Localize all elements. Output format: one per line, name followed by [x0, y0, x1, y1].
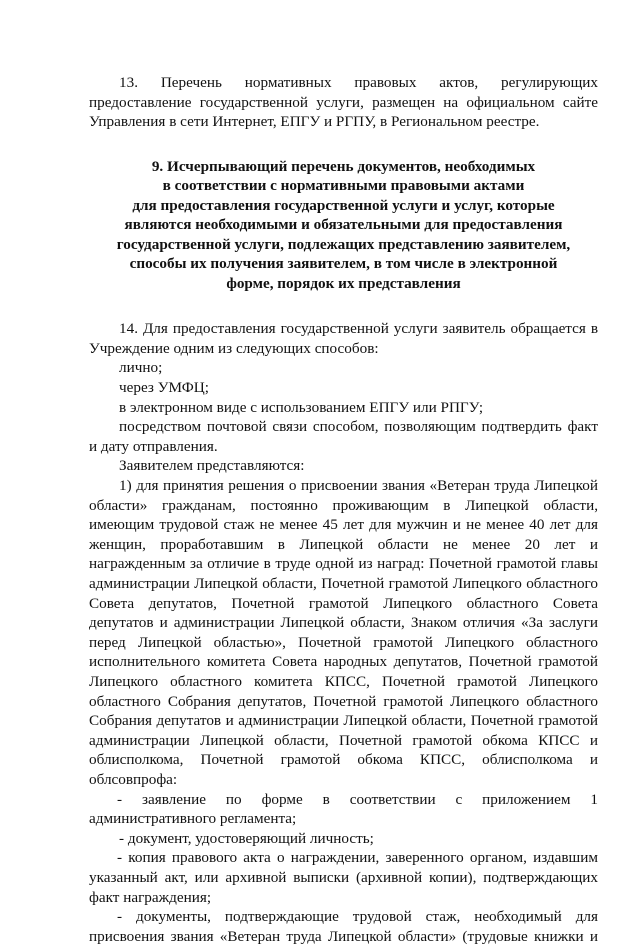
submission-way-electronic: в электронном виде с использованием ЕПГУ или РПГУ; [119, 398, 484, 416]
section-9-heading [89, 157, 598, 294]
applicants-intro: Заявителем представляются: [119, 457, 305, 475]
submission-way-mfc: через УМФЦ; [119, 379, 209, 397]
heading-line: 9. Исчерпывающий перечень документов, необходимых [151, 157, 536, 175]
item-1-veteran-title: 1) для принятия решения о присвоении звания «Ветеран труда Липецкой области» гражданам, постоянно проживающим в Липецкой области, имеющим трудовой стаж не менее 45 лет для мужчин и не менее 40 лет для женщин, проработавшим в Липецкой области не менее 20 лет и награжденным за отличие в труде одной из наград: Почетной грамотой главы администрации Липецкой области, Почетной грамотой Липецкого областного Совета депутатов, Почетной грамотой Липецкого областного Совета депутатов и администрации Липецкой области, Знаком отличия «За заслуги перед Липецкой областью», Почетной грамотой Липецкого областного исполнительного комитета Совета народных депутатов, Почетной грамотой Липецкого областного комитета КПСС, Почетной грамотой Липецкого областного Собрания депутатов, Почетной грамотой Липецкого областного Собрания депутатов и администрации Липецкой области, Почетной грамотой администрации Липецкой области, Почетной грамотой обкома КПСС и облисполкома, Почетной грамотой обкома КПСС, облисполкома и облсовпрофа: [89, 477, 598, 788]
heading-line: способы их получения заявителем, в том числе в электронной [129, 255, 558, 273]
submission-way-in-person: лично; [119, 359, 163, 377]
document-item-award-act: - копия правового акта о награждении, заверенного органом, издавшим указанный акт, или архивной выписки (архивной копии), подтверждающих факт награждения; [89, 849, 598, 906]
paragraph-14: 14. Для предоставления государственной услуги заявитель обращается в Учреждение одним из следующих способов: [89, 320, 598, 357]
heading-line: государственной услуги, подлежащих представлению заявителем, [116, 235, 571, 253]
heading-line: форме, порядок их представления [226, 274, 461, 292]
heading-line: являются необходимыми и обязательными для предоставления [124, 216, 563, 234]
heading-line: для предоставления государственной услуги и услуг, которые [132, 196, 555, 214]
submission-way-mail: посредством почтовой связи способом, позволяющим подтвердить факт и дату отправления. [89, 418, 598, 455]
document-item-application: - заявление по форме в соответствии с приложением 1 административного регламента; [89, 790, 598, 828]
heading-line: в соответствии с нормативными правовыми актами [162, 177, 525, 195]
paragraph-13: 13. Перечень нормативных правовых актов, регулирующих предоставление государственной услуги, размещен на официальном сайте Управления в сети Интернет, ЕПГУ и РГПУ, в Региональном реестре. [89, 74, 598, 131]
document-item-work-experience: - документы, подтверждающие трудовой стаж, необходимый для присвоения звания «Ветеран труда Липецкой области» (трудовые книжки и [89, 908, 598, 945]
document-item-identity: - документ, удостоверяющий личность; [119, 829, 374, 847]
